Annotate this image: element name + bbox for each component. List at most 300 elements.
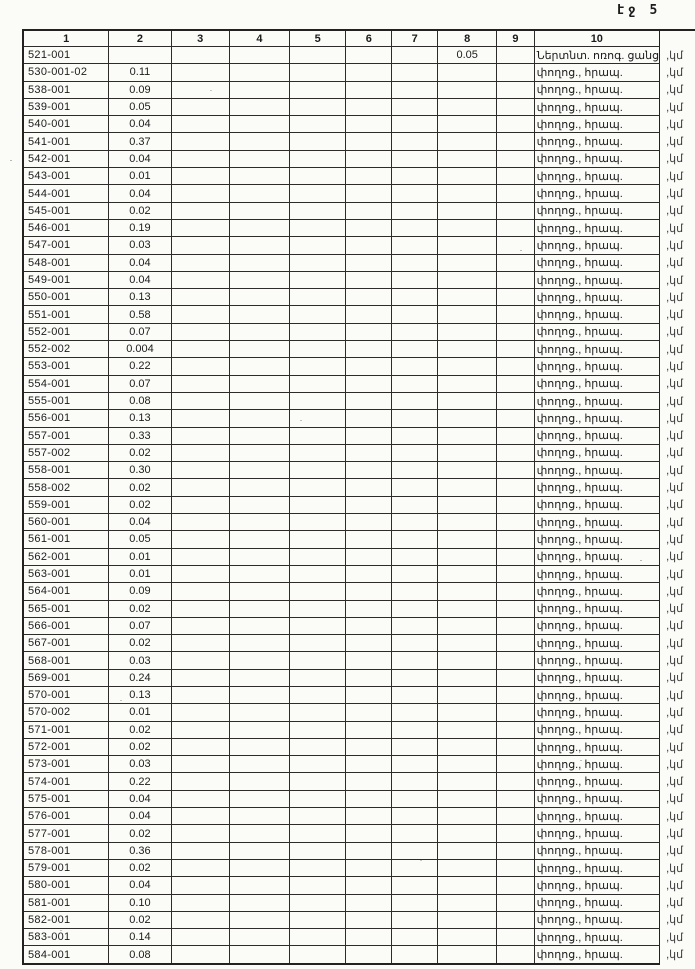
empty-cell — [392, 168, 438, 185]
table-row — [23, 565, 695, 582]
empty-cell — [171, 808, 229, 825]
object-id-cell: 552-002 — [23, 341, 109, 358]
table-row — [23, 790, 695, 807]
table-row — [23, 496, 695, 513]
object-id-cell: 569-001 — [23, 669, 109, 686]
object-id-cell: 538-001 — [23, 81, 109, 98]
object-id-cell: 557-001 — [23, 427, 109, 444]
empty-cell — [346, 444, 392, 461]
object-id-cell: 581-001 — [23, 894, 109, 911]
empty-cell — [289, 341, 345, 358]
empty-cell — [171, 756, 229, 773]
empty-cell — [392, 358, 438, 375]
col8-value-cell — [438, 150, 497, 167]
col8-value-cell — [438, 652, 497, 669]
object-id-cell: 560-001 — [23, 514, 109, 531]
description-cell: փողոց., հրապ. — [534, 444, 660, 461]
value-cell: 0.04 — [109, 790, 171, 807]
empty-cell — [229, 98, 289, 115]
empty-cell — [289, 877, 345, 894]
empty-cell — [229, 600, 289, 617]
col8-value-cell — [438, 444, 497, 461]
value-cell: 0.02 — [109, 496, 171, 513]
empty-cell — [346, 825, 392, 842]
col8-value-cell — [438, 877, 497, 894]
page-number-label: էջ 5 — [617, 3, 661, 18]
column-header-1: 1 — [23, 30, 109, 47]
empty-cell — [229, 929, 289, 946]
empty-cell — [289, 946, 345, 964]
value-cell: 0.09 — [109, 81, 171, 98]
description-cell: փողոց., հրապ. — [534, 358, 660, 375]
table-row — [23, 116, 695, 133]
empty-cell — [497, 756, 534, 773]
col8-value-cell: 0.05 — [438, 47, 497, 64]
column-header-9: 9 — [497, 30, 534, 47]
empty-cell — [392, 859, 438, 876]
col8-value-cell — [438, 859, 497, 876]
empty-cell — [392, 254, 438, 271]
object-id-cell: 558-001 — [23, 462, 109, 479]
empty-cell — [229, 219, 289, 236]
description-cell: փողոց., հրապ. — [534, 375, 660, 392]
table-row — [23, 531, 695, 548]
empty-cell — [229, 738, 289, 755]
empty-cell — [289, 81, 345, 98]
empty-cell — [229, 652, 289, 669]
empty-cell — [289, 150, 345, 167]
empty-cell — [229, 911, 289, 928]
empty-cell — [229, 289, 289, 306]
empty-cell — [346, 306, 392, 323]
col8-value-cell — [438, 168, 497, 185]
empty-cell — [497, 427, 534, 444]
object-id-cell: 557-002 — [23, 444, 109, 461]
empty-cell — [392, 271, 438, 288]
empty-cell — [497, 617, 534, 634]
empty-cell — [289, 686, 345, 703]
table-row — [23, 219, 695, 236]
table-row — [23, 548, 695, 565]
object-id-cell: 559-001 — [23, 496, 109, 513]
empty-cell — [346, 185, 392, 202]
empty-cell — [171, 669, 229, 686]
empty-cell — [497, 635, 534, 652]
col8-value-cell — [438, 825, 497, 842]
empty-cell — [289, 47, 345, 64]
empty-cell — [346, 133, 392, 150]
empty-cell — [171, 375, 229, 392]
margin-unit-note: ,կմ — [666, 724, 684, 737]
column-header-7: 7 — [392, 30, 438, 47]
empty-cell — [346, 427, 392, 444]
description-cell: փողոց., հրապ. — [534, 427, 660, 444]
value-cell: 0.30 — [109, 462, 171, 479]
empty-cell — [171, 617, 229, 634]
empty-cell — [497, 738, 534, 755]
object-id-cell: 548-001 — [23, 254, 109, 271]
column-header-2: 2 — [109, 30, 171, 47]
empty-cell — [497, 773, 534, 790]
empty-cell — [229, 116, 289, 133]
empty-cell — [346, 842, 392, 859]
empty-cell — [289, 168, 345, 185]
value-cell: 0.19 — [109, 219, 171, 236]
value-cell: 0.02 — [109, 738, 171, 755]
description-cell: փողոց., հրապ. — [534, 565, 660, 582]
empty-cell — [171, 600, 229, 617]
empty-cell — [392, 289, 438, 306]
margin-unit-note: ,կմ — [666, 585, 684, 598]
empty-cell — [346, 47, 392, 64]
object-id-cell: 547-001 — [23, 237, 109, 254]
empty-cell — [346, 859, 392, 876]
empty-cell — [497, 946, 534, 964]
col8-value-cell — [438, 686, 497, 703]
col8-value-cell — [438, 635, 497, 652]
value-cell: 0.09 — [109, 583, 171, 600]
object-id-cell: 576-001 — [23, 808, 109, 825]
margin-unit-note: ,կմ — [666, 672, 684, 685]
empty-cell — [289, 254, 345, 271]
empty-cell — [171, 790, 229, 807]
object-id-cell: 574-001 — [23, 773, 109, 790]
col8-value-cell — [438, 81, 497, 98]
empty-cell — [346, 289, 392, 306]
description-cell: փողոց., հրապ. — [534, 202, 660, 219]
empty-cell — [346, 894, 392, 911]
description-cell: փողոց., հրապ. — [534, 254, 660, 271]
empty-cell — [497, 116, 534, 133]
margin-unit-note: ,կմ — [666, 343, 684, 356]
object-id-cell: 545-001 — [23, 202, 109, 219]
empty-cell — [346, 410, 392, 427]
empty-cell — [497, 721, 534, 738]
object-id-cell: 565-001 — [23, 600, 109, 617]
empty-cell — [346, 531, 392, 548]
value-cell: 0.004 — [109, 341, 171, 358]
empty-cell — [346, 911, 392, 928]
description-cell: փողոց., հրապ. — [534, 462, 660, 479]
value-cell: 0.24 — [109, 669, 171, 686]
table-row — [23, 237, 695, 254]
table-row — [23, 254, 695, 271]
description-cell: փողոց., հրապ. — [534, 496, 660, 513]
description-cell: փողոց., հրապ. — [534, 669, 660, 686]
value-cell: 0.10 — [109, 894, 171, 911]
empty-cell — [497, 185, 534, 202]
margin-unit-note: ,կմ — [666, 309, 684, 322]
object-id-cell: 555-001 — [23, 392, 109, 409]
value-cell: 0.03 — [109, 237, 171, 254]
empty-cell — [497, 306, 534, 323]
empty-cell — [229, 341, 289, 358]
col8-value-cell — [438, 773, 497, 790]
margin-unit-note: ,կմ — [666, 447, 684, 460]
col8-value-cell — [438, 548, 497, 565]
empty-cell — [392, 81, 438, 98]
description-cell: փողոց., հրապ. — [534, 64, 660, 81]
object-id-cell: 561-001 — [23, 531, 109, 548]
margin-unit-note: ,կմ — [666, 360, 684, 373]
value-cell: 0.02 — [109, 859, 171, 876]
empty-cell — [289, 635, 345, 652]
empty-cell — [497, 790, 534, 807]
margin-unit-note: ,կմ — [666, 897, 684, 910]
empty-cell — [289, 721, 345, 738]
value-cell: 0.08 — [109, 946, 171, 964]
empty-cell — [392, 704, 438, 721]
column-header-3: 3 — [171, 30, 229, 47]
empty-cell — [229, 583, 289, 600]
description-cell: փողոց., հրապ. — [534, 392, 660, 409]
value-cell: 0.13 — [109, 289, 171, 306]
empty-cell — [346, 617, 392, 634]
empty-cell — [346, 929, 392, 946]
col8-value-cell — [438, 479, 497, 496]
col8-value-cell — [438, 64, 497, 81]
empty-cell — [171, 202, 229, 219]
empty-cell — [497, 652, 534, 669]
table-row — [23, 669, 695, 686]
object-id-cell: 543-001 — [23, 168, 109, 185]
empty-cell — [289, 375, 345, 392]
empty-cell — [229, 946, 289, 964]
empty-cell — [229, 842, 289, 859]
description-cell: փողոց., հրապ. — [534, 808, 660, 825]
empty-cell — [346, 479, 392, 496]
object-id-cell: 578-001 — [23, 842, 109, 859]
empty-cell — [229, 756, 289, 773]
empty-cell — [346, 721, 392, 738]
empty-cell — [289, 531, 345, 548]
value-cell: 0.07 — [109, 375, 171, 392]
object-id-cell: 521-001 — [23, 47, 109, 64]
table-row — [23, 756, 695, 773]
empty-cell — [346, 600, 392, 617]
description-cell: փողոց., հրապ. — [534, 323, 660, 340]
empty-cell — [229, 704, 289, 721]
object-id-cell: 575-001 — [23, 790, 109, 807]
empty-cell — [497, 323, 534, 340]
empty-cell — [289, 842, 345, 859]
empty-cell — [497, 583, 534, 600]
table-row — [23, 375, 695, 392]
empty-cell — [392, 185, 438, 202]
empty-cell — [289, 514, 345, 531]
col8-value-cell — [438, 929, 497, 946]
object-id-cell: 550-001 — [23, 289, 109, 306]
col8-value-cell — [438, 531, 497, 548]
empty-cell — [171, 773, 229, 790]
empty-cell — [289, 669, 345, 686]
empty-cell — [289, 133, 345, 150]
empty-cell — [289, 583, 345, 600]
table-row — [23, 358, 695, 375]
margin-unit-note: ,կմ — [666, 568, 684, 581]
col8-value-cell — [438, 219, 497, 236]
object-id-cell: 580-001 — [23, 877, 109, 894]
description-cell: փողոց., հրապ. — [534, 98, 660, 115]
empty-cell — [229, 306, 289, 323]
value-cell: 0.13 — [109, 686, 171, 703]
empty-cell — [289, 427, 345, 444]
empty-cell — [497, 479, 534, 496]
value-cell: 0.04 — [109, 116, 171, 133]
empty-cell — [346, 237, 392, 254]
empty-cell — [392, 911, 438, 928]
empty-cell — [392, 98, 438, 115]
empty-cell — [171, 47, 229, 64]
empty-cell — [171, 81, 229, 98]
empty-cell — [289, 911, 345, 928]
margin-unit-note: ,կմ — [666, 136, 684, 149]
empty-cell — [497, 289, 534, 306]
empty-cell — [171, 133, 229, 150]
value-cell: 0.04 — [109, 185, 171, 202]
margin-unit-note: ,կմ — [666, 655, 684, 668]
col8-value-cell — [438, 306, 497, 323]
value-cell: 0.33 — [109, 427, 171, 444]
empty-cell — [289, 323, 345, 340]
empty-cell — [289, 64, 345, 81]
value-cell: 0.02 — [109, 635, 171, 652]
empty-cell — [171, 479, 229, 496]
margin-unit-note: ,կմ — [666, 326, 684, 339]
empty-cell — [392, 929, 438, 946]
description-cell: փողոց., հրապ. — [534, 825, 660, 842]
empty-cell — [229, 531, 289, 548]
column-header-5: 5 — [289, 30, 345, 47]
empty-cell — [171, 168, 229, 185]
empty-cell — [392, 756, 438, 773]
empty-cell — [171, 825, 229, 842]
margin-unit-note: ,կմ — [666, 828, 684, 840]
object-id-cell: 558-002 — [23, 479, 109, 496]
object-id-cell: 573-001 — [23, 756, 109, 773]
margin-unit-note: ,կմ — [666, 291, 684, 304]
empty-cell — [289, 496, 345, 513]
col8-value-cell — [438, 911, 497, 928]
empty-cell — [392, 738, 438, 755]
margin-unit-note: ,կմ — [666, 170, 684, 183]
empty-cell — [171, 341, 229, 358]
value-cell: 0.02 — [109, 479, 171, 496]
description-cell: Ներտնտ. ոռոգ. ցանց — [534, 47, 660, 64]
value-cell: 0.01 — [109, 168, 171, 185]
empty-cell — [171, 185, 229, 202]
description-cell: փողոց., հրապ. — [534, 237, 660, 254]
empty-cell — [346, 773, 392, 790]
value-cell: 0.58 — [109, 306, 171, 323]
empty-cell — [346, 946, 392, 964]
empty-cell — [346, 202, 392, 219]
description-cell: փողոց., հրապ. — [534, 341, 660, 358]
object-id-cell: 571-001 — [23, 721, 109, 738]
empty-cell — [392, 531, 438, 548]
empty-cell — [497, 150, 534, 167]
object-id-cell: 563-001 — [23, 565, 109, 582]
col8-value-cell — [438, 271, 497, 288]
empty-cell — [171, 565, 229, 582]
value-cell: 0.01 — [109, 565, 171, 582]
margin-unit-note: ,կմ — [666, 205, 684, 218]
empty-cell — [171, 64, 229, 81]
value-cell: 0.22 — [109, 358, 171, 375]
empty-cell — [171, 306, 229, 323]
object-id-cell: 577-001 — [23, 825, 109, 842]
empty-cell — [392, 652, 438, 669]
empty-cell — [497, 894, 534, 911]
empty-cell — [346, 704, 392, 721]
empty-cell — [497, 254, 534, 271]
table-row — [23, 635, 695, 652]
value-cell: 0.04 — [109, 254, 171, 271]
value-cell: 0.03 — [109, 756, 171, 773]
empty-cell — [392, 583, 438, 600]
col8-value-cell — [438, 323, 497, 340]
description-cell: փողոց., հրապ. — [534, 721, 660, 738]
data-table — [22, 29, 695, 965]
col8-value-cell — [438, 185, 497, 202]
empty-cell — [346, 392, 392, 409]
col8-value-cell — [438, 946, 497, 964]
empty-cell — [497, 202, 534, 219]
empty-cell — [289, 306, 345, 323]
empty-cell — [171, 289, 229, 306]
empty-cell — [289, 859, 345, 876]
margin-unit-note: ,կմ — [666, 222, 684, 235]
empty-cell — [229, 168, 289, 185]
margin-unit-note: ,կմ — [666, 776, 684, 789]
empty-cell — [346, 98, 392, 115]
margin-unit-note: ,կմ — [666, 153, 684, 166]
col8-value-cell — [438, 341, 497, 358]
empty-cell — [346, 877, 392, 894]
empty-cell — [229, 410, 289, 427]
margin-unit-note: ,կմ — [666, 949, 684, 962]
empty-cell — [289, 289, 345, 306]
margin-unit-note: ,կմ — [666, 516, 684, 529]
col8-value-cell — [438, 496, 497, 513]
empty-cell — [346, 219, 392, 236]
table-row — [23, 859, 695, 876]
margin-unit-note: ,կմ — [666, 49, 684, 62]
empty-cell — [497, 686, 534, 703]
description-cell: փողոց., հրապ. — [534, 306, 660, 323]
empty-cell — [289, 358, 345, 375]
empty-cell — [346, 375, 392, 392]
empty-cell — [229, 669, 289, 686]
table-row — [23, 271, 695, 288]
empty-cell — [497, 168, 534, 185]
col8-value-cell — [438, 237, 497, 254]
value-cell: 0.03 — [109, 652, 171, 669]
empty-cell — [229, 64, 289, 81]
table-row — [23, 686, 695, 703]
table-row — [23, 168, 695, 185]
value-cell: 0.02 — [109, 825, 171, 842]
col8-value-cell — [438, 410, 497, 427]
empty-cell — [229, 859, 289, 876]
empty-cell — [289, 185, 345, 202]
col8-value-cell — [438, 808, 497, 825]
column-header-4: 4 — [229, 30, 289, 47]
empty-cell — [497, 271, 534, 288]
empty-cell — [289, 808, 345, 825]
empty-cell — [229, 185, 289, 202]
value-cell: 0.04 — [109, 877, 171, 894]
